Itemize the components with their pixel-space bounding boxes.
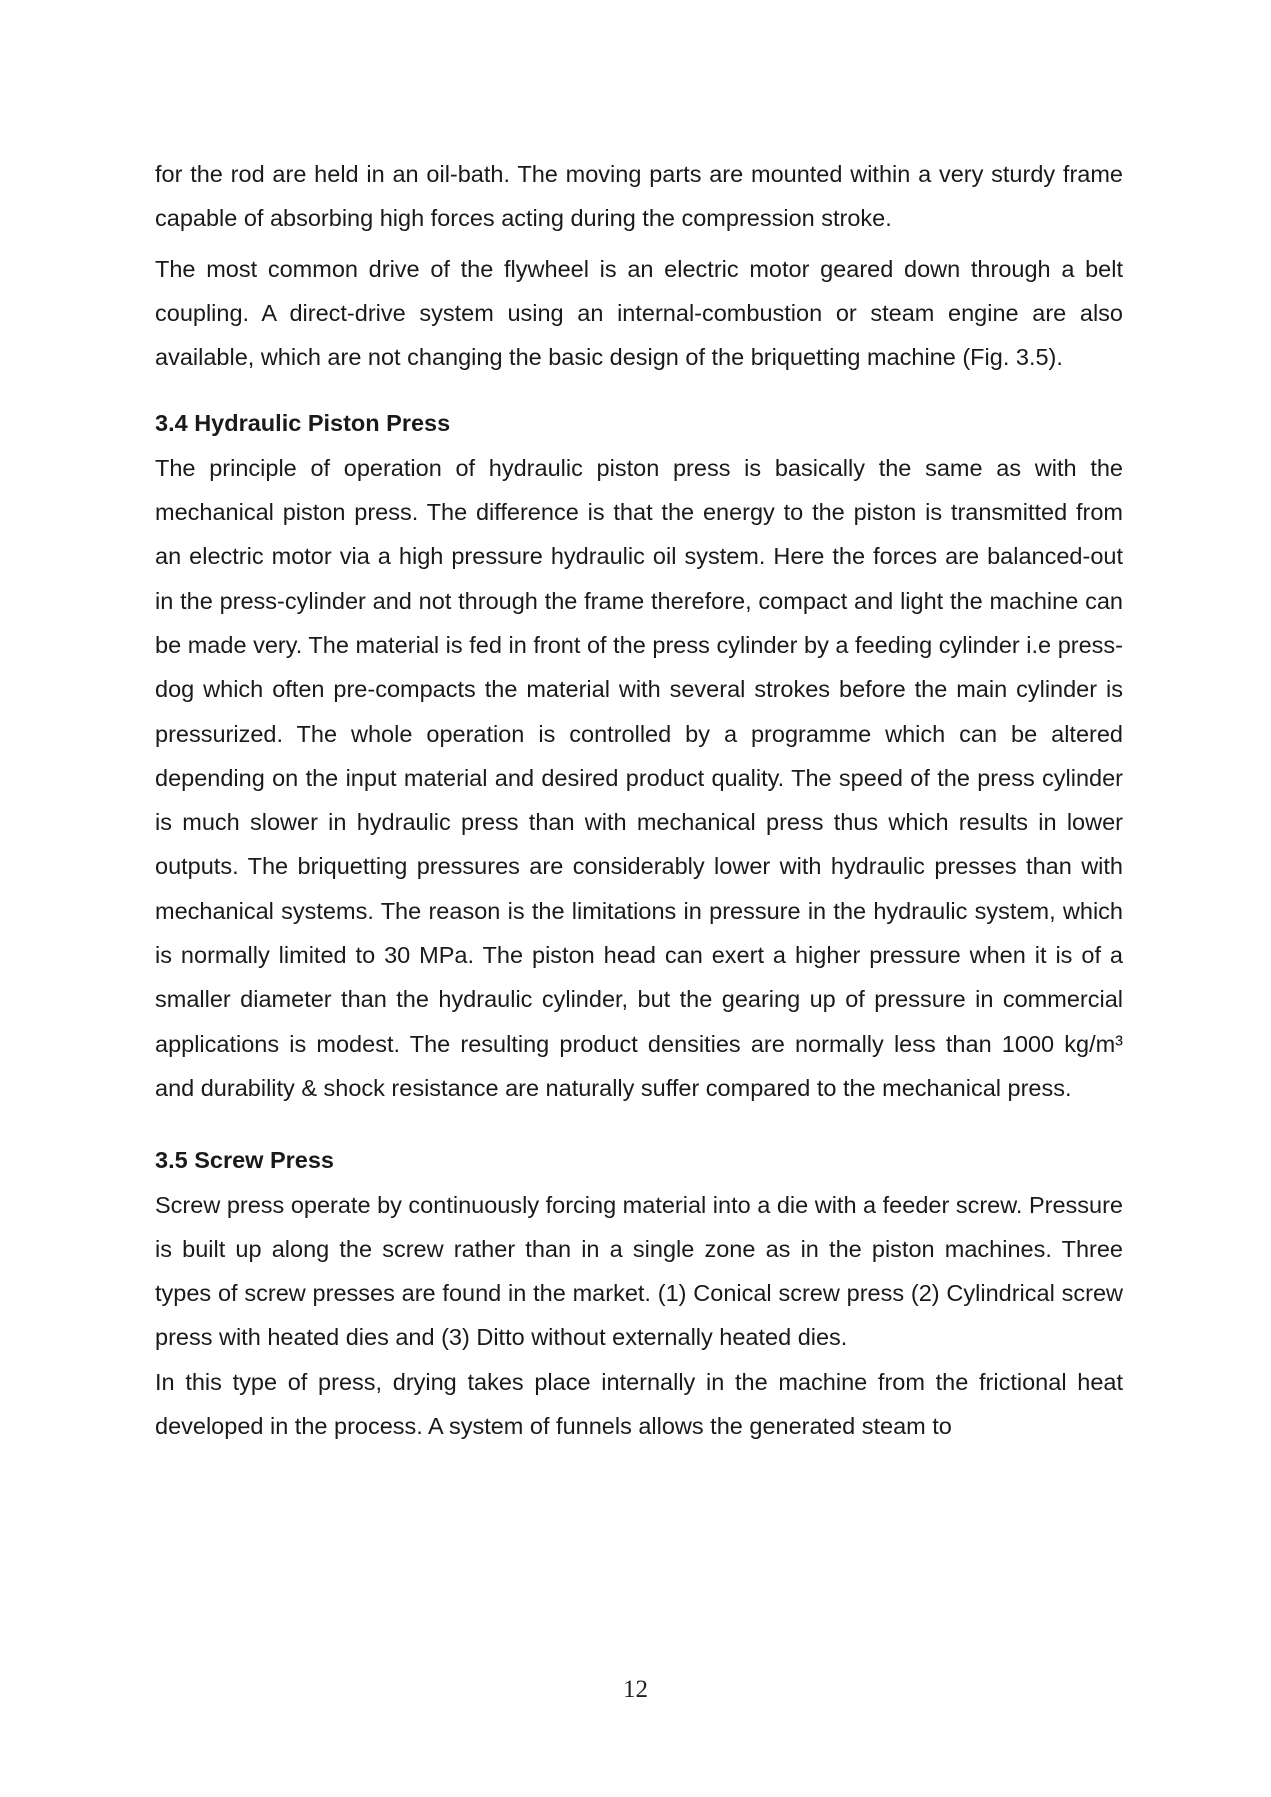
section-heading-hydraulic-piston-press: 3.4 Hydraulic Piston Press — [155, 410, 451, 437]
page-content — [155, 152, 1123, 1448]
page-number: 12 — [623, 1676, 648, 1703]
section-heading-screw-press: 3.5 Screw Press — [155, 1147, 334, 1174]
paragraph-screw-press-drying: In this type of press, drying takes place internally in the machine from the frictional heat developed in the process. A system of funnels allows the generated steam to — [155, 1368, 1123, 1440]
paragraph-oil-bath: for the rod are held in an oil-bath. The moving parts are mounted within a very sturdy frame capable of absorbing high forces acting during the compression stroke. — [155, 161, 1123, 232]
paragraph-screw-press-types: Screw press operate by continuously forcing material into a die with a feeder screw. Pressure is built up along the screw rather than in a single zone as in the piston machines. Three types of screw presses are found in the market. (1) Conical screw press (2) Cylindrical screw press with heated dies and (3) Ditto without externally heated dies. — [155, 1191, 1123, 1351]
paragraph-flywheel-drive: The most common drive of the flywheel is an electric motor geared down through a belt coupling. A direct-drive system using an internal-combustion or steam engine are also available, which are not changing the basic design of the briquetting machine (Fig. 3.5). — [155, 255, 1123, 371]
paragraph-hydraulic-piston-press: The principle of operation of hydraulic piston press is basically the same as with the mechanical piston press. The difference is that the energy to the piston is transmitted from an electric motor via a high pressure hydraulic oil system. Here the forces are balanced-out in the press-cylinder and not through the frame therefore, compact and light the machine can be made very. The material is fed in front of the press cylinder by a feeding cylinder i.e press-dog which often pre-compacts the material with several strokes before the main cylinder is pressurized. The whole operation is controlled by a programme which can be altered depending on the input material and desired product quality. The speed of the press cylinder is much slower in hydraulic press than with mechanical press thus which results in lower outputs. The briquetting pressures are considerably lower with hydraulic presses than with mechanical systems. The reason is the limitations in pressure in the hydraulic system, which is normally limited to 30 MPa. The piston head can exert a higher pressure when it is of a smaller diameter than the hydraulic cylinder, but the gearing up of pressure in commercial applications is modest. The resulting product densities are normally less than 1000 kg/m³ and durability & shock resistance are naturally suffer compared to the mechanical press. — [155, 454, 1123, 1101]
